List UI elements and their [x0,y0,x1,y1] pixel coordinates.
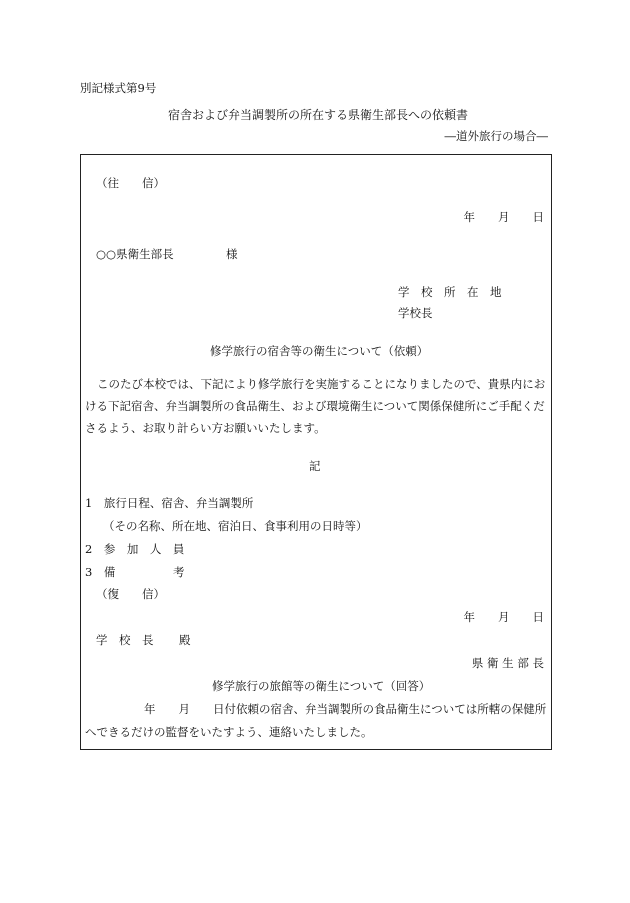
request-body: このたび本校では、下記により修学旅行を実施することになりましたので、貴県内における下記宿舎、弁当調製所の食品衛生、および環境衛生について関係保健所にご手配くださるよう、お取り計らい方お願いいたします。 [85,377,546,435]
item-2: 2 参 加 人 員 [85,542,185,556]
reply-type-label: （復 信） [96,587,165,601]
item-1: 1 旅行日程、宿舎、弁当調製所 [85,496,254,510]
reply-addressee: 学 校 長 [96,633,154,647]
reply-date-line: 年 月 日 [463,610,544,624]
page-subtitle: ―道外旅行の場合― [444,129,548,143]
request-honorific: 様 [226,247,238,261]
form-number: 別記様式第9号 [80,81,157,95]
item-1-note: （その名称、所在地、宿泊日、食事利用の日時等） [103,519,368,533]
request-subject: 修学旅行の宿舎等の衛生について（依頼） [210,344,429,358]
item-3-number: 3 備 [85,565,116,579]
reply-body-line-1: 年 月 日付依頼の宿舎、弁当調製所の食品衛生については所轄の保健所 [144,702,547,716]
page-title: 宿舎および弁当調製所の所在する県衛生部長への依頼書 [168,108,469,122]
reply-honorific: 殿 [179,633,191,647]
school-location-label: 学 校 所 在 地 [398,285,502,299]
request-type-label: （往 信） [96,176,165,190]
item-3-remarks: 考 [173,565,185,579]
request-addressee: ○○県衛生部長 [96,247,174,261]
ki-heading: 記 [309,459,321,473]
reply-sender: 県 衛 生 部 長 [471,656,544,670]
principal-label: 学校長 [398,306,433,320]
request-date-line: 年 月 日 [463,210,544,224]
reply-body-line-2: へできるだけの監督をいたすよう、連絡いたしました。 [85,725,373,739]
reply-subject: 修学旅行の旅館等の衛生について（回答） [212,679,431,693]
